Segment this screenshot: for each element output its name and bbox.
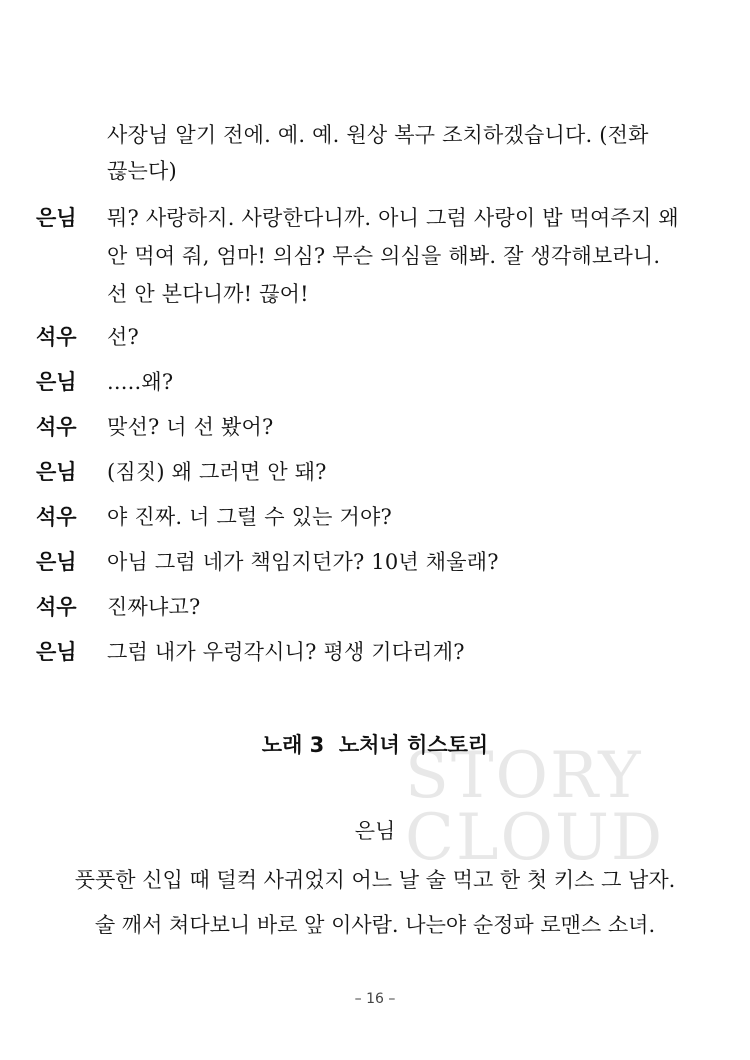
dialogue-line: (짐짓) 왜 그러면 안 돼? [107, 460, 327, 484]
song-singer: 은님 [354, 819, 396, 843]
lyric-line: 술 깨서 쳐다보니 바로 앞 이사람. 나는야 순정파 로맨스 소녀. [94, 913, 656, 937]
dialogue-line: 아님 그럼 네가 책임지던가? 10년 채울래? [107, 550, 499, 574]
dialogue-line: 안 먹여 줘, 엄마! 의심? 무슨 의심을 해봐. 잘 생각해보라니. [107, 244, 661, 268]
dialogue-line: .....왜? [107, 370, 174, 394]
speaker-name: 석우 [36, 595, 77, 619]
speaker-name: 은님 [36, 460, 77, 484]
dialogue-line: 선? [107, 325, 139, 349]
watermark-logo [405, 739, 695, 875]
page-number: – 16 – [354, 991, 396, 1007]
dialogue-line: 진짜냐고? [107, 595, 201, 619]
speaker-name: 석우 [36, 415, 77, 439]
dialogue-line: 그럼 내가 우렁각시니? 평생 기다리게? [107, 640, 465, 664]
speaker-name: 석우 [36, 505, 77, 529]
dialogue-line: 뭐? 사랑하지. 사랑한다니까. 아니 그럼 사랑이 밥 먹여주지 왜 [107, 206, 679, 230]
dialogue-line: 맞선? 너 선 봤어? [107, 415, 274, 439]
watermark-line: CLOUD [405, 801, 665, 875]
song-title: 노래 3 노처녀 히스토리 [261, 733, 489, 757]
speaker-name: 은님 [36, 370, 77, 394]
lyric-line: 풋풋한 신입 때 덜컥 사귀었지 어느 날 술 먹고 한 첫 키스 그 남자. [74, 868, 676, 892]
dialogue-line: 선 안 본다니까! 끊어! [107, 282, 309, 306]
speaker-name: 은님 [36, 640, 77, 664]
speaker-name: 은님 [36, 206, 77, 230]
speaker-name: 석우 [36, 325, 77, 349]
dialogue-continuation-line: 사장님 알기 전에. 예. 예. 원상 복구 조치하겠습니다. (전화 [107, 123, 649, 147]
dialogue-line: 야 진짜. 너 그럴 수 있는 거야? [107, 505, 392, 529]
watermark-line: STORY [405, 739, 643, 813]
dialogue-continuation-line: 끊는다) [107, 159, 177, 183]
speaker-name: 은님 [36, 550, 77, 574]
